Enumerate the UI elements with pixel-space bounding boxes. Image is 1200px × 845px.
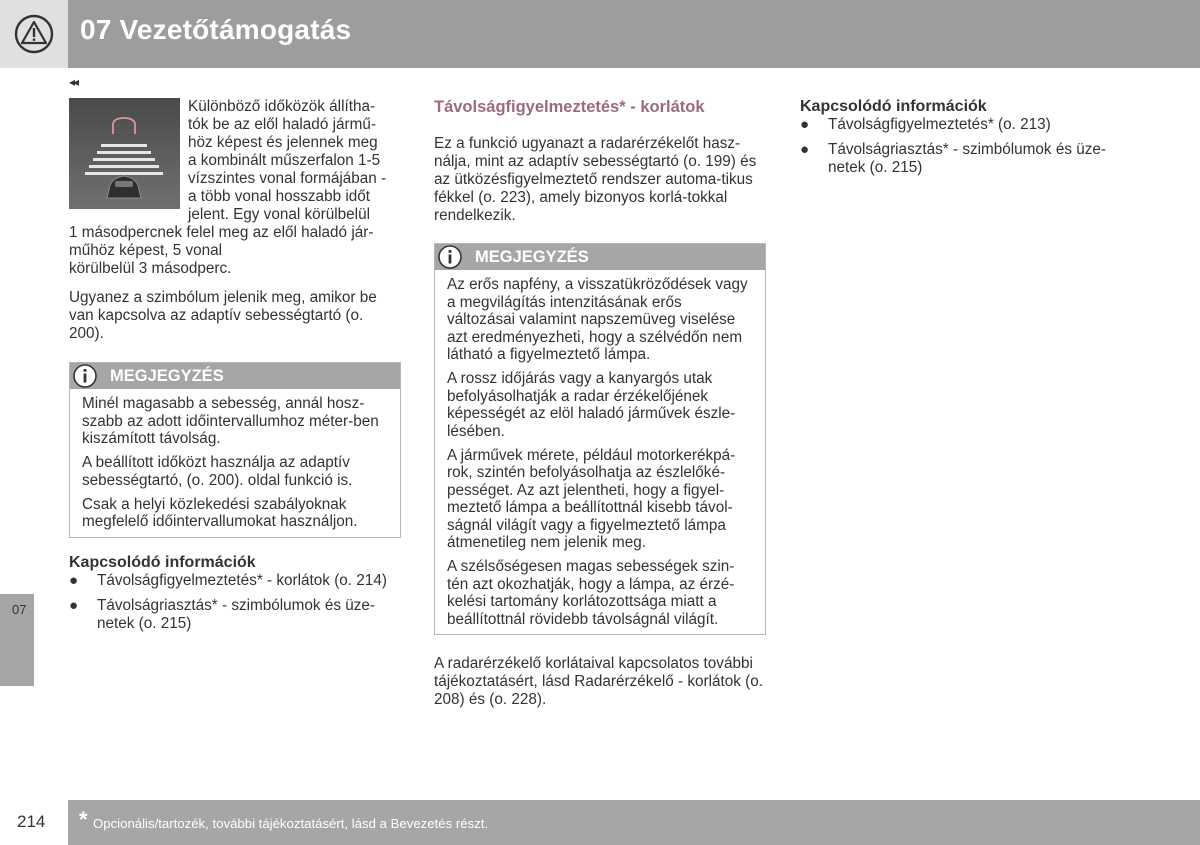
note-paragraph: A beállított időközt használja az adaptív sebességtartó, (o. 200). oldal funkció is.: [82, 454, 353, 489]
note-box: [434, 243, 766, 635]
intro-line: a kombinált műszerfalon 1-5: [188, 152, 381, 169]
note-paragraph: Csak a helyi közlekedési szabályoknak megfelelő időintervallumokat használjon.: [82, 495, 358, 530]
related-link[interactable]: [69, 597, 401, 633]
section-title: Távolságfigyelmeztetés* - korlátok: [434, 98, 705, 116]
column-3: [800, 98, 1132, 184]
note-title: MEGJEGYZÉS: [110, 367, 224, 385]
distance-indicator-image: [69, 98, 180, 209]
related-info-title: Kapcsolódó információk: [800, 98, 987, 115]
intro-line: höz képest és jelennek meg: [188, 134, 378, 151]
note-body: [70, 389, 400, 537]
warning-triangle-icon: [14, 14, 54, 54]
intro-line: tók be az elől haladó jármű-: [188, 116, 376, 133]
related-link-text[interactable]: Távolságfigyelmeztetés* (o. 213): [828, 116, 1051, 133]
note-paragraph: Minél magasabb a sebesség, annál hosz-szabb az adott időintervallumhoz méter-ben kiszámított távolság.: [82, 395, 379, 447]
chapter-title: 07 Vezetőtámogatás: [80, 14, 352, 45]
column-1: [69, 98, 401, 640]
column-2: [434, 98, 766, 720]
intro-line: vízszintes vonal formájában -: [188, 170, 387, 187]
chapter-side-tab[interactable]: [0, 594, 34, 686]
intro-line: Különböző időközök állítha-: [188, 98, 376, 115]
related-info-list: [69, 572, 401, 633]
intro-line: műhöz képest, 5 vonal: [69, 242, 223, 259]
body-paragraph: A radarérzékelő korlátaival kapcsolatos további tájékoztatásért, lásd Radarérzékelő - korlátok (o. 208) és (o. 228).: [434, 655, 764, 708]
distance-indicator-figure: [69, 98, 180, 209]
related-info-list: [800, 116, 1132, 177]
bullet-icon: ●: [69, 571, 79, 589]
chapter-tab-label: 07: [12, 602, 27, 617]
note-paragraph: Az erős napfény, a visszatükröződések vagy a megvilágítás intenzitásának erős változásai valamint napszemüveg viselése azt eredményezheti, hogy a szélvédőn nem látható a figyelmeztető lámpa.: [447, 276, 748, 363]
note-box: [69, 362, 401, 538]
bullet-icon: ●: [800, 116, 810, 133]
note-paragraph: A szélsőségesen magas sebességek szin-tén azt okozhatják, hogy a lámpa, az érzé-kelési tartomány korlátozottsága miatt a beállítottnál rövidebb távolságnál világít.: [447, 558, 735, 628]
intro-line: körülbelül 3 másodperc.: [69, 260, 232, 277]
intro-line: 1 másodpercnek felel meg az elől haladó jár-: [69, 224, 374, 241]
note-body: [435, 270, 765, 634]
page-number: 214: [17, 812, 46, 831]
related-link-text[interactable]: Távolságfigyelmeztetés* - korlátok (o. 214): [97, 571, 387, 589]
note-paragraph: A járművek mérete, például motorkerékpá-rok, szintén befolyásolhatja az észlelőké-pességet. Az azt jelentheti, hogy a figyel-meztető lámpa a beállítottnál kisebb távol-ságnál világít vagy a figyelmeztető lámpa átmenetileg nem jelenik meg.: [447, 446, 736, 551]
footnote-star: *: [79, 807, 88, 832]
related-link[interactable]: [800, 141, 1132, 177]
related-link[interactable]: [69, 572, 401, 590]
footnote-text: Opcionális/tartozék, további tájékoztatásért, lásd a Bevezetés részt.: [93, 816, 489, 831]
related-link-text[interactable]: Távolságriasztás* - szimbólumok és üze-netek (o. 215): [97, 596, 375, 632]
note-header: [435, 244, 765, 270]
note-header: [70, 363, 400, 389]
intro-line: jelent. Egy vonal körülbelül: [188, 206, 370, 223]
note-title: MEGJEGYZÉS: [475, 248, 589, 266]
related-info-title: Kapcsolódó információk: [69, 553, 256, 571]
bullet-icon: ●: [800, 141, 810, 158]
intro-line: a több vonal hosszabb időt: [188, 188, 370, 205]
back-marker-icon[interactable]: ◂◂: [69, 75, 78, 89]
note-paragraph: A rossz időjárás vagy a kanyargós utak befolyásolhatják a radar érzékelőjének képességét az elöl haladó járművek észle-lésében.: [447, 370, 736, 440]
header-icon-box: [0, 0, 68, 68]
bullet-icon: ●: [69, 596, 79, 614]
related-link[interactable]: [800, 116, 1132, 134]
info-icon: [438, 245, 462, 269]
related-link-text[interactable]: Távolságriasztás* - szimbólumok és üze-netek (o. 215): [828, 141, 1106, 176]
info-icon: [73, 364, 97, 388]
chapter-header: [0, 0, 1200, 68]
body-paragraph: Ez a funkció ugyanazt a radarérzékelőt hasz-nálja, mint az adaptív sebességtartó (o. 199) és az ütközésfigyelmeztető rendszer automa-tikus fékkel (o. 223), amely bizonyos korlá-tokkal rendelkezik.: [434, 135, 757, 224]
body-paragraph: Ugyanez a szimbólum jelenik meg, amikor be van kapcsolva az adaptív sebességtartó (o. 200).: [69, 289, 377, 342]
